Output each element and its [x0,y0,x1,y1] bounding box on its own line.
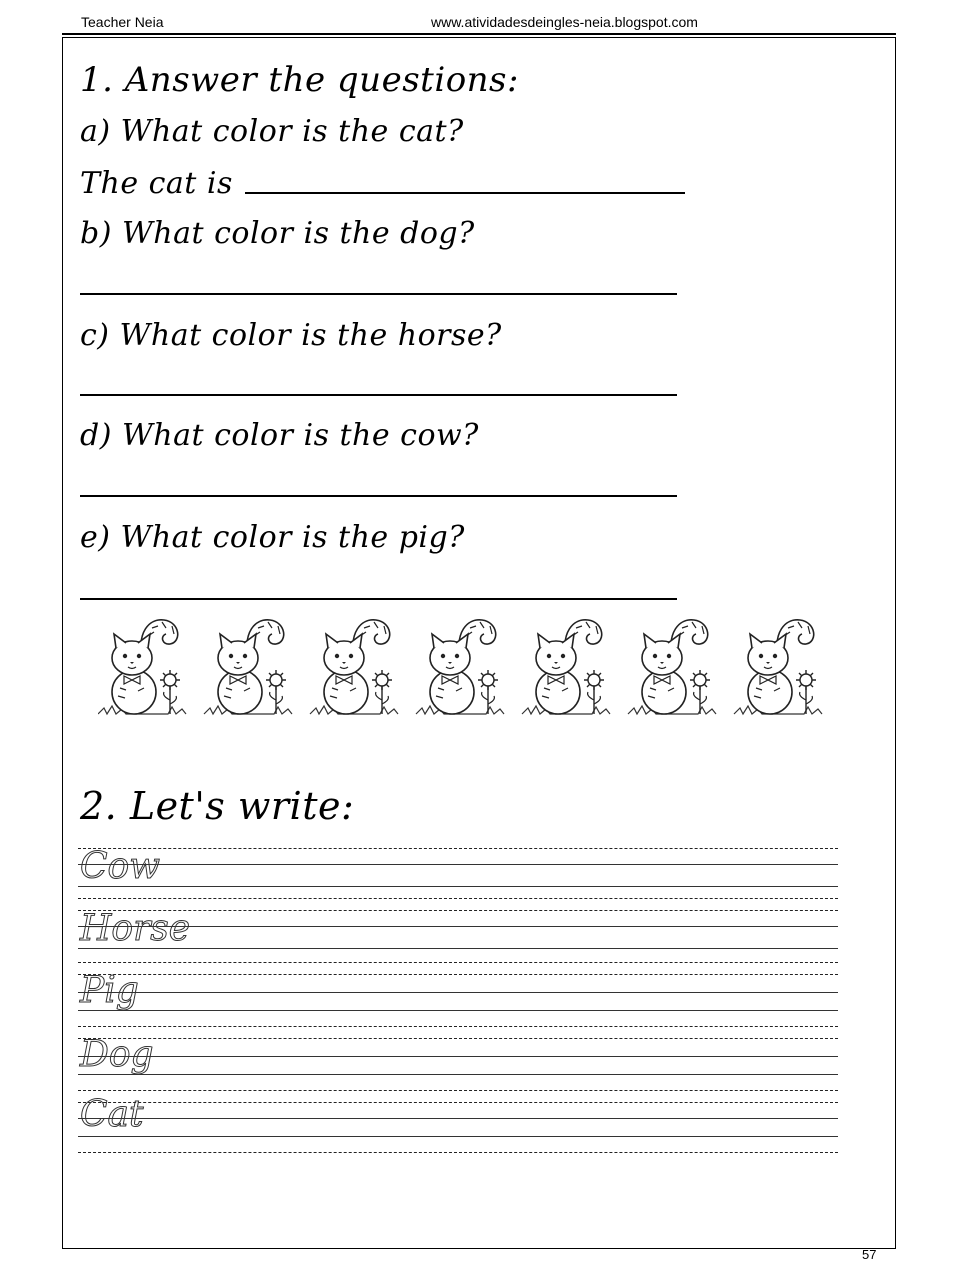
cat-illustration [416,620,504,714]
guide-line [78,992,838,993]
header-author: Teacher Neia [81,14,164,30]
answer-line-b[interactable] [80,293,677,295]
answer-line-c[interactable] [80,394,677,396]
guide-line-dashed [78,848,838,849]
guide-line-dashed [78,910,838,911]
answer-a-prefix: The cat is [80,166,233,201]
section2-title: 2. Let's write: [80,784,355,828]
guide-line [78,864,838,865]
cat-illustration [734,620,822,714]
guide-line [78,948,838,949]
cat-illustration [204,620,292,714]
question-a: a) What color is the cat? [80,114,464,149]
question-e: e) What color is the pig? [80,520,465,555]
header-divider [62,33,896,35]
trace-word-horse: Horse [80,908,191,949]
guide-line-dashed [78,962,838,963]
guide-line [78,1118,838,1119]
cat-decoration-row [98,614,840,718]
guide-line-dashed [78,1090,838,1091]
guide-line-dashed [78,898,838,899]
answer-line-e[interactable] [80,598,677,600]
header-url: www.atividadesdeingles-neia.blogspot.com [431,14,698,30]
trace-word-cow: Cow [80,846,161,887]
guide-line [78,1136,838,1137]
guide-line-dashed [78,1026,838,1027]
question-b: b) What color is the dog? [80,216,475,251]
guide-line [78,1010,838,1011]
trace-word-cat: Cat [80,1094,144,1135]
guide-line [78,1074,838,1075]
trace-word-pig: Pig [80,970,139,1011]
cat-illustration [522,620,610,714]
guide-line-dashed [78,1102,838,1103]
question-c: c) What color is the horse? [80,318,502,353]
trace-word-dog: Dog [80,1034,154,1075]
question-d: d) What color is the cow? [80,418,479,453]
answer-line-d[interactable] [80,495,677,497]
cat-illustration [628,620,716,714]
guide-line [78,926,838,927]
cat-illustration [98,620,186,714]
guide-line-dashed [78,1038,838,1039]
guide-line [78,886,838,887]
page-number: 57 [862,1247,877,1262]
guide-line [78,1056,838,1057]
section1-title: 1. Answer the questions: [80,60,519,100]
cat-illustration [310,620,398,714]
guide-line-dashed [78,974,838,975]
answer-line-a[interactable] [245,192,685,194]
guide-line-dashed [78,1152,838,1153]
